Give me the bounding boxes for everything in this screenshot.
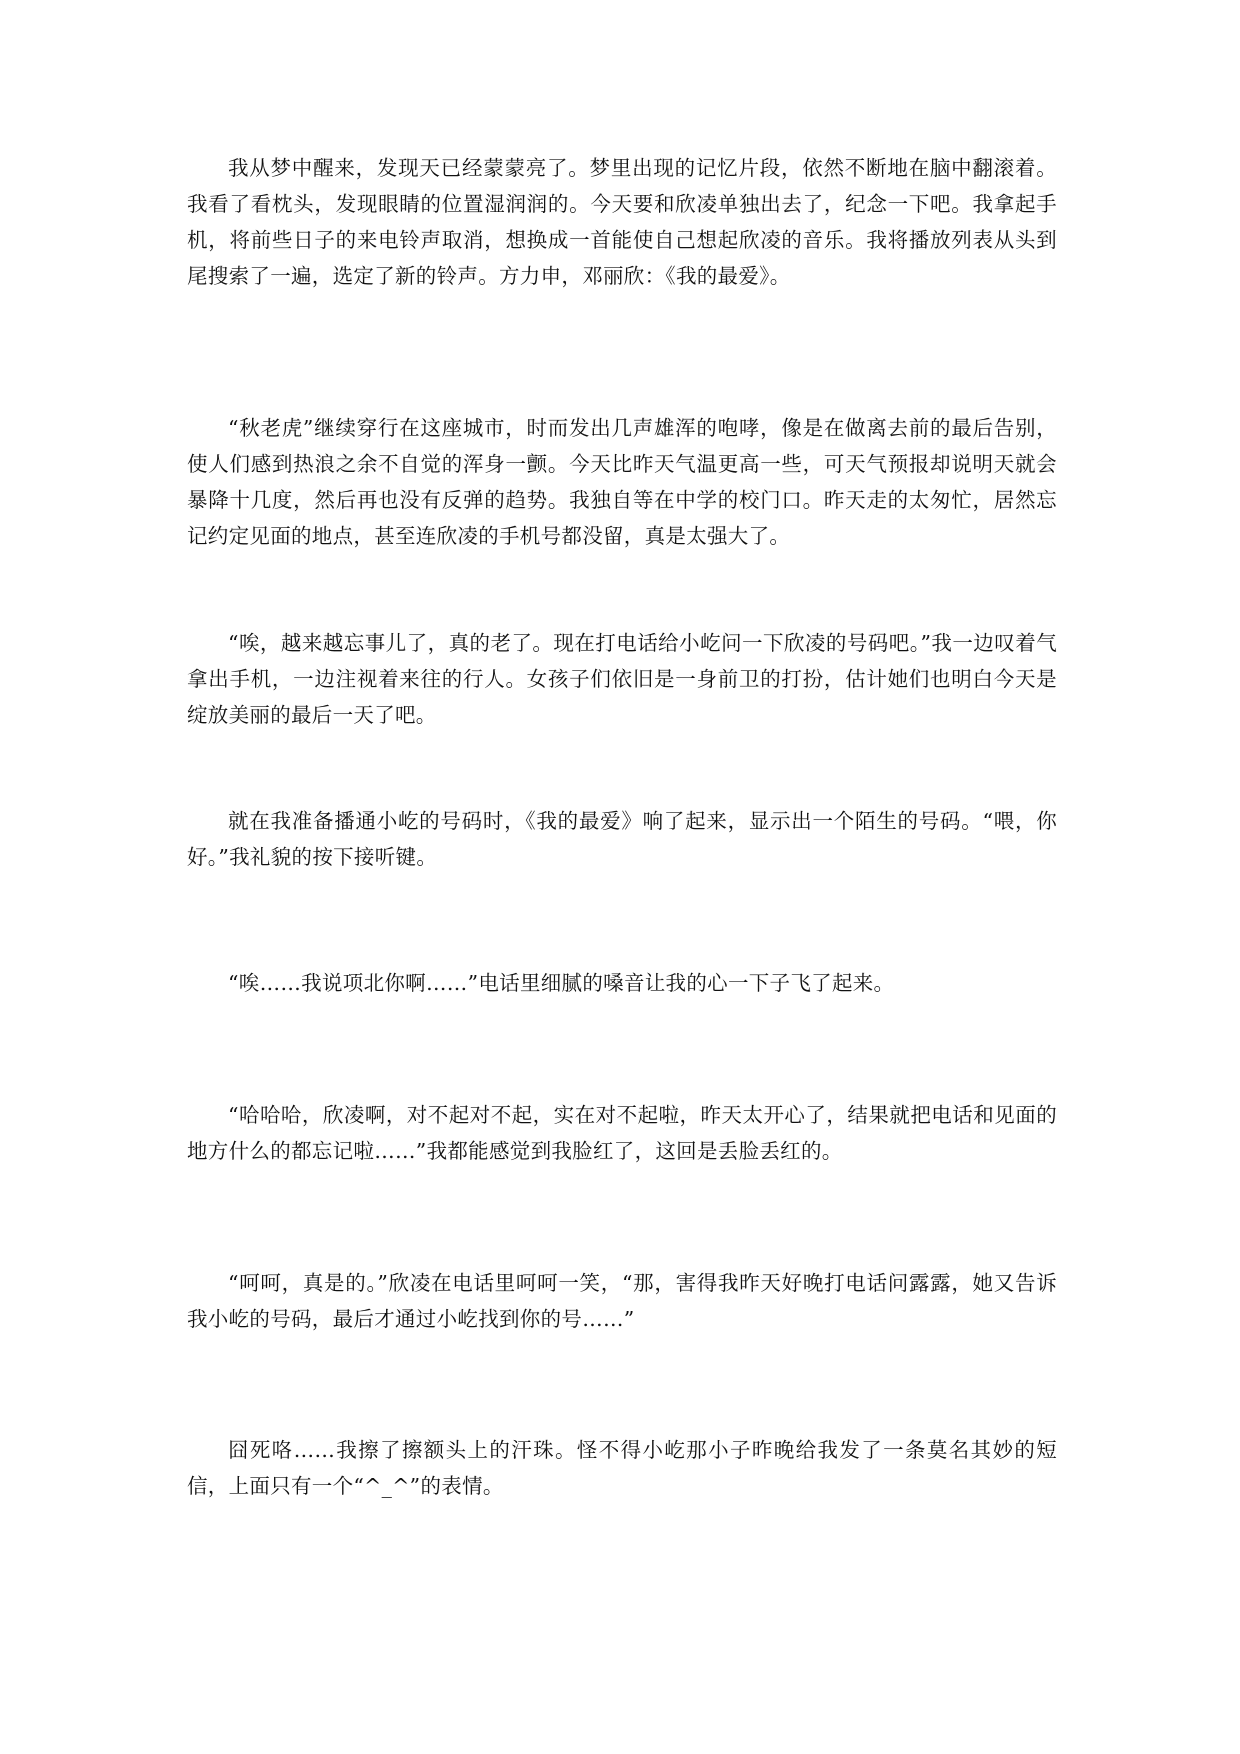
paragraph: “哈哈哈，欣凌啊，对不起对不起，实在对不起啦，昨天太开心了，结果就把电话和见面的地方什么的都忘记啦……”我都能感觉到我脸红了，这回是丢脸丢红的。 — [187, 1103, 1057, 1163]
paragraph: “唉，越来越忘事儿了，真的老了。现在打电话给小屹问一下欣凌的号码吧。”我一边叹着气拿出手机，一边注视着来往的行人。女孩子们依旧是一身前卫的打扮，估计她们也明白今天是绽放美丽的最后一天了吧。 — [187, 631, 1057, 727]
paragraph: 就在我准备播通小屹的号码时，《我的最爱》响了起来，显示出一个陌生的号码。“喂，你好。”我礼貌的按下接听键。 — [187, 809, 1057, 869]
paragraph: “唉……我说项北你啊……”电话里细腻的嗓音让我的心一下子飞了起来。 — [228, 971, 895, 995]
paragraph: 囧死咯……我擦了擦额头上的汗珠。怪不得小屹那小子昨晚给我发了一条莫名其妙的短信，上面只有一个“^_^”的表情。 — [187, 1438, 1057, 1498]
paragraph: 我从梦中醒来，发现天已经蒙蒙亮了。梦里出现的记忆片段，依然不断地在脑中翻滚着。我看了看枕头，发现眼睛的位置湿润润的。今天要和欣凌单独出去了，纪念一下吧。我拿起手机，将前些日子的来电铃声取消，想换成一首能使自己想起欣凌的音乐。我将播放列表从头到尾搜索了一遍，选定了新的铃声。方力申，邓丽欣：《我的最爱》。 — [187, 156, 1057, 288]
paragraph: “呵呵，真是的。”欣凌在电话里呵呵一笑，“那，害得我昨天好晚打电话问露露，她又告诉我小屹的号码，最后才通过小屹找到你的号……” — [187, 1271, 1057, 1331]
paragraph: “秋老虎”继续穿行在这座城市，时而发出几声雄浑的咆哮，像是在做离去前的最后告别，使人们感到热浪之余不自觉的浑身一颤。今天比昨天气温更高一些，可天气预报却说明天就会暴降十几度，然后再也没有反弹的趋势。我独自等在中学的校门口。昨天走的太匆忙，居然忘记约定见面的地点，甚至连欣凌的手机号都没留，真是太强大了。 — [187, 416, 1057, 548]
